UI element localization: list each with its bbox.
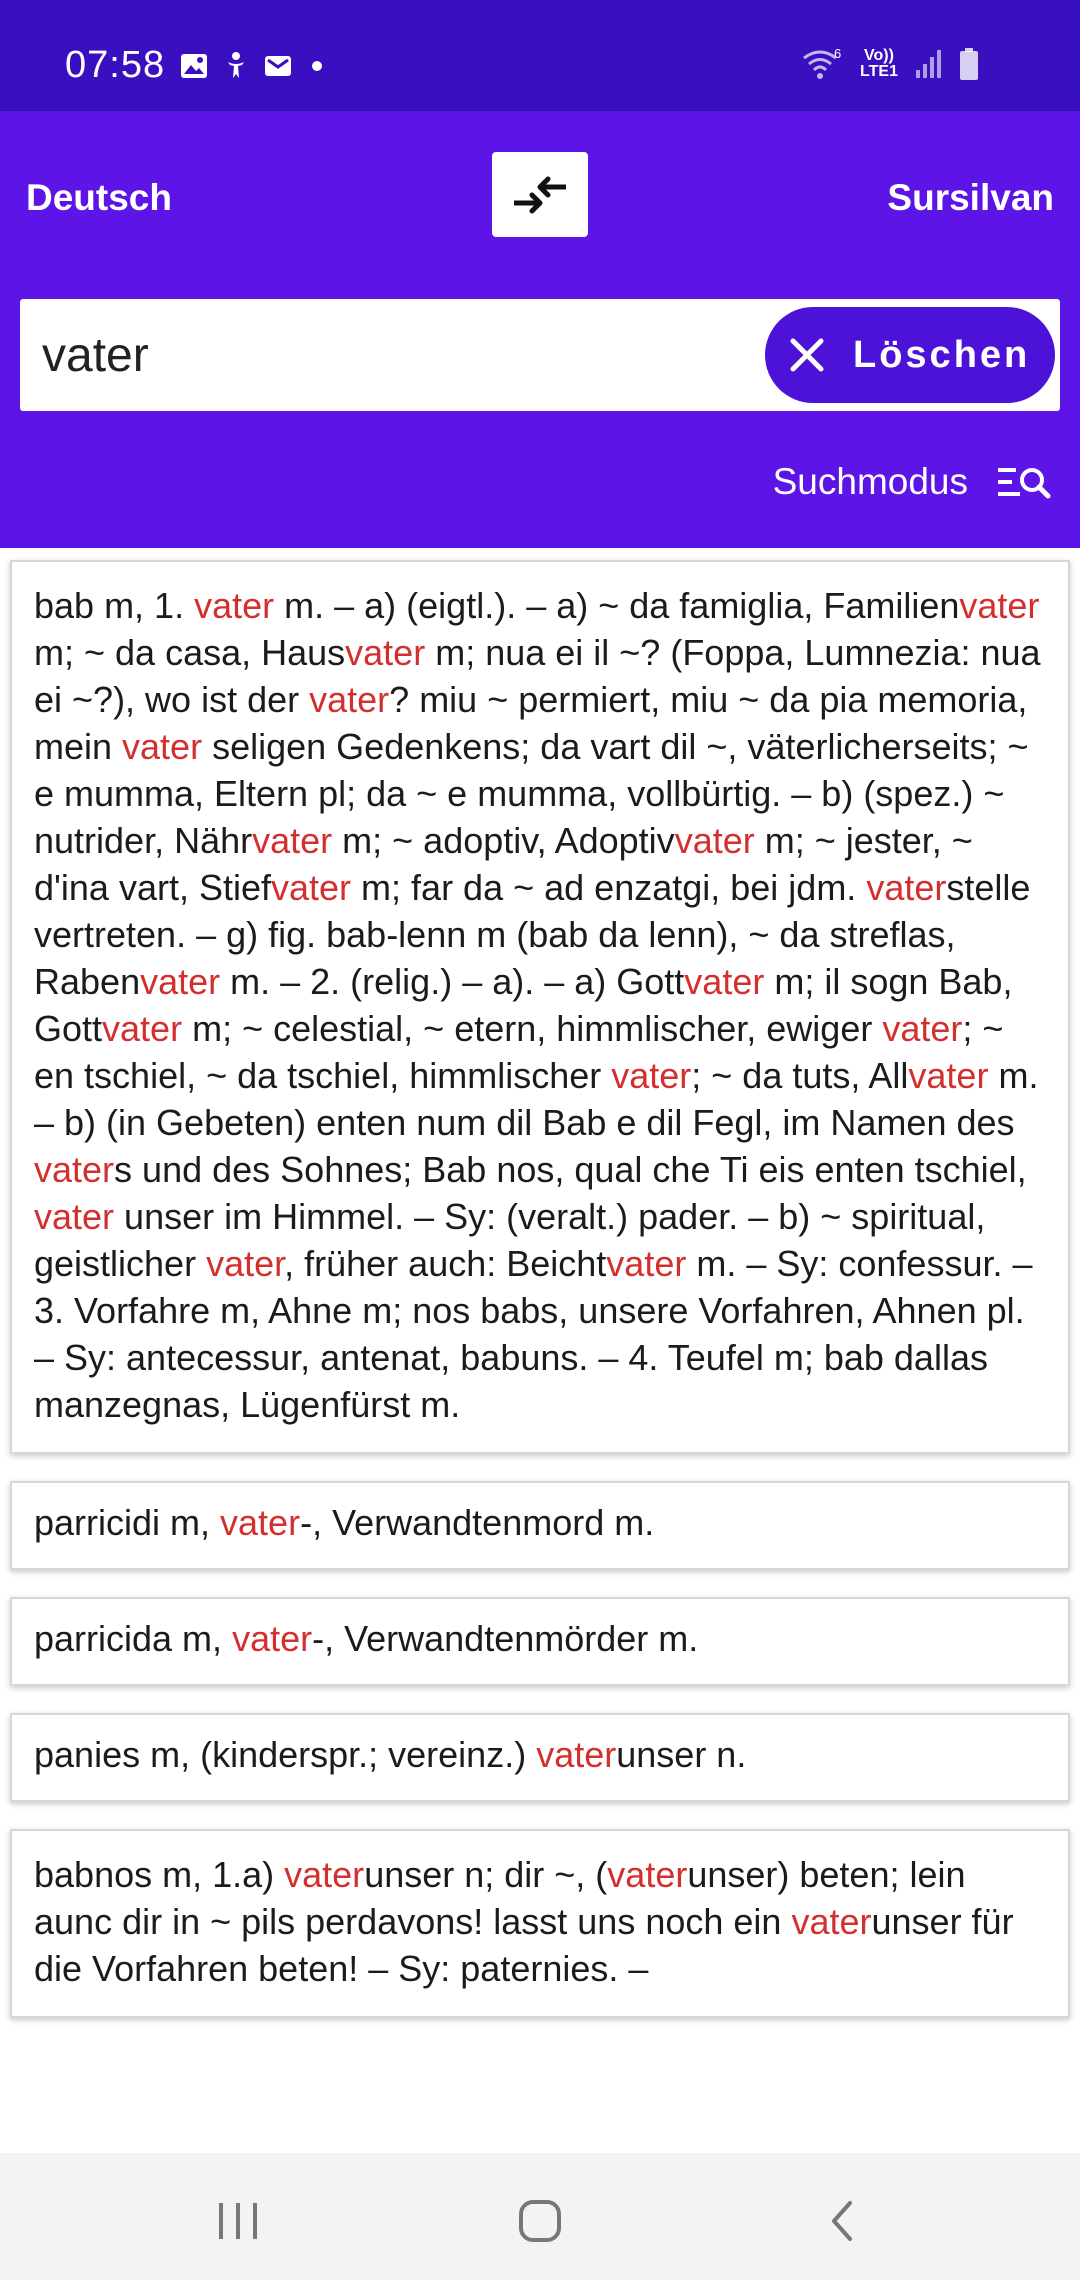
highlight-term: vater — [959, 585, 1040, 626]
result-card[interactable] — [10, 1481, 1070, 1570]
signal-icon — [914, 48, 944, 80]
highlight-term: vater — [271, 867, 352, 908]
highlight-term: vater — [866, 867, 947, 908]
entry-text: unser n. — [616, 1734, 747, 1775]
highlight-term: vater — [309, 679, 390, 720]
entry-text: parricida m, — [34, 1618, 233, 1659]
entry-text: , früher auch: Beicht — [284, 1243, 607, 1284]
entry-text: m. – 2. (relig.) – a). – a) Gott — [220, 961, 685, 1002]
volte-icon: Vo)) LTE1 — [860, 47, 898, 80]
result-card[interactable] — [10, 1597, 1070, 1686]
mail-icon — [262, 50, 294, 82]
highlight-term: vater — [206, 1243, 285, 1284]
highlight-term: vater — [684, 961, 765, 1002]
highlight-term: vater — [674, 820, 755, 861]
battery-icon — [958, 47, 980, 81]
search-list-icon — [996, 462, 1052, 502]
entry-text: m; ~ celestial, ~ etern, himmlischer, ewiger — [182, 1008, 883, 1049]
system-nav-bar — [0, 2153, 1080, 2280]
entry-text: m. – a) (eigtl.). – a) ~ da famiglia, Familien — [274, 585, 960, 626]
wifi-icon — [800, 46, 844, 82]
swap-languages-button[interactable] — [492, 152, 588, 237]
entry-text: m; ~ adoptiv, Adoptiv — [332, 820, 675, 861]
entry-text: ; ~ en tschiel, ~ da tschiel, himmlischer — [34, 1008, 1004, 1096]
highlight-term: vater — [611, 1055, 692, 1096]
entry-text: unser für die Vorfahren beten! – Sy: paternies. – — [34, 1901, 1014, 1989]
entry-text: m; il sogn Bab, Gott — [34, 961, 1013, 1049]
dot-icon — [312, 61, 322, 71]
image-icon — [178, 50, 210, 82]
highlight-term: vater — [606, 1243, 687, 1284]
highlight-term: vater — [34, 1149, 115, 1190]
status-icons-right — [800, 46, 980, 82]
entry-text: seligen Gedenkens; da vart dil ~, väterlicherseits; ~ e mumma, Eltern pl; da ~ e mumma, vollbürtig. – b) (spez.) ~ nutrider, Nähr — [34, 726, 1029, 861]
entry-text: -, Verwandtenmord m. — [300, 1502, 655, 1543]
highlight-term: vater — [34, 1196, 115, 1237]
home-button[interactable] — [510, 2191, 570, 2251]
recent-apps-icon — [215, 2201, 261, 2241]
entry-text: babnos m, 1.a) — [34, 1854, 285, 1895]
entry-text: m. – b) (in Gebeten) enten num dil Bab e dil Fegl, im Namen des — [34, 1055, 1039, 1143]
highlight-term: vater — [791, 1901, 872, 1942]
search-box — [20, 299, 1060, 411]
result-card[interactable] — [10, 560, 1070, 1454]
svg-text:6: 6 — [834, 46, 842, 61]
clear-button[interactable] — [765, 307, 1055, 403]
entry-text: bab m, 1. — [34, 585, 195, 626]
close-icon — [787, 335, 827, 375]
back-button[interactable] — [812, 2191, 872, 2251]
source-language-button[interactable]: Deutsch — [26, 177, 172, 218]
highlight-term: vater — [232, 1618, 313, 1659]
search-input[interactable] — [42, 319, 742, 391]
swap-arrows-icon — [510, 173, 570, 217]
result-card[interactable] — [10, 1713, 1070, 1802]
entry-text: m; ~ da casa, Haus — [34, 632, 346, 673]
entry-text: ; ~ da tuts, All — [691, 1055, 909, 1096]
entry-text: m; far da ~ ad enzatgi, bei jdm. — [351, 867, 867, 908]
status-icons-left — [178, 50, 322, 82]
entry-text: m. – Sy: confessur. – 3. Vorfahre m, Ahne m; nos babs, unsere Vorfahren, Ahnen pl. – Sy: antecessur, antenat, babuns. – 4. Teufel m; bab dallas manzegnas, Lügenfürst m. — [34, 1243, 1033, 1425]
status-time: 07:58 — [65, 44, 166, 86]
entry-text: ? miu ~ permiert, miu ~ da pia memoria, mein — [34, 679, 1028, 767]
highlight-term: vater — [882, 1008, 963, 1049]
highlight-term: vater — [122, 726, 203, 767]
highlight-term: vater — [284, 1854, 365, 1895]
clear-button-label: Löschen — [853, 333, 1031, 376]
recent-apps-button[interactable] — [208, 2191, 268, 2251]
entry-text: -, Verwandtenmörder m. — [312, 1618, 699, 1659]
entry-text: unser n; dir ~, ( — [364, 1854, 608, 1895]
highlight-term: vater — [140, 961, 221, 1002]
entry-text: panies m, (kinderspr.; vereinz.) — [34, 1734, 537, 1775]
highlight-term: vater — [102, 1008, 183, 1049]
highlight-term: vater — [607, 1854, 688, 1895]
search-mode-button[interactable] — [773, 461, 1052, 503]
entry-text: s und des Sohnes; Bab nos, qual che Ti eis enten tschiel, — [114, 1149, 1027, 1190]
accessibility-icon — [220, 50, 252, 82]
highlight-term: vater — [908, 1055, 989, 1096]
entry-text: stelle vertreten. – g) fig. bab-lenn m (bab da lenn), ~ da streflas, Raben — [34, 867, 1031, 1002]
entry-text: parricidi m, — [34, 1502, 221, 1543]
entry-text: unser im Himmel. – Sy: (veralt.) pader. – b) ~ spiritual, geistlicher — [34, 1196, 986, 1284]
app-header — [0, 111, 1080, 548]
result-card[interactable] — [10, 1829, 1070, 2018]
highlight-term: vater — [536, 1734, 617, 1775]
back-icon — [822, 2197, 862, 2245]
search-mode-label: Suchmodus — [772, 461, 968, 502]
status-bar — [0, 0, 1080, 111]
home-icon — [516, 2197, 564, 2245]
target-language-button[interactable]: Sursilvan — [887, 177, 1054, 218]
entry-text: unser) beten; lein aunc dir in ~ pils perdavons! lasst uns noch ein — [34, 1854, 966, 1942]
results-list[interactable] — [0, 548, 1080, 2153]
entry-text: m; nua ei il ~? (Foppa, Lumnezia: nua ei ~?), wo ist der — [34, 632, 1041, 720]
highlight-term: vater — [345, 632, 426, 673]
entry-text: m; ~ jester, ~ d'ina vart, Stief — [34, 820, 973, 908]
highlight-term: vater — [194, 585, 275, 626]
highlight-term: vater — [252, 820, 333, 861]
highlight-term: vater — [220, 1502, 301, 1543]
